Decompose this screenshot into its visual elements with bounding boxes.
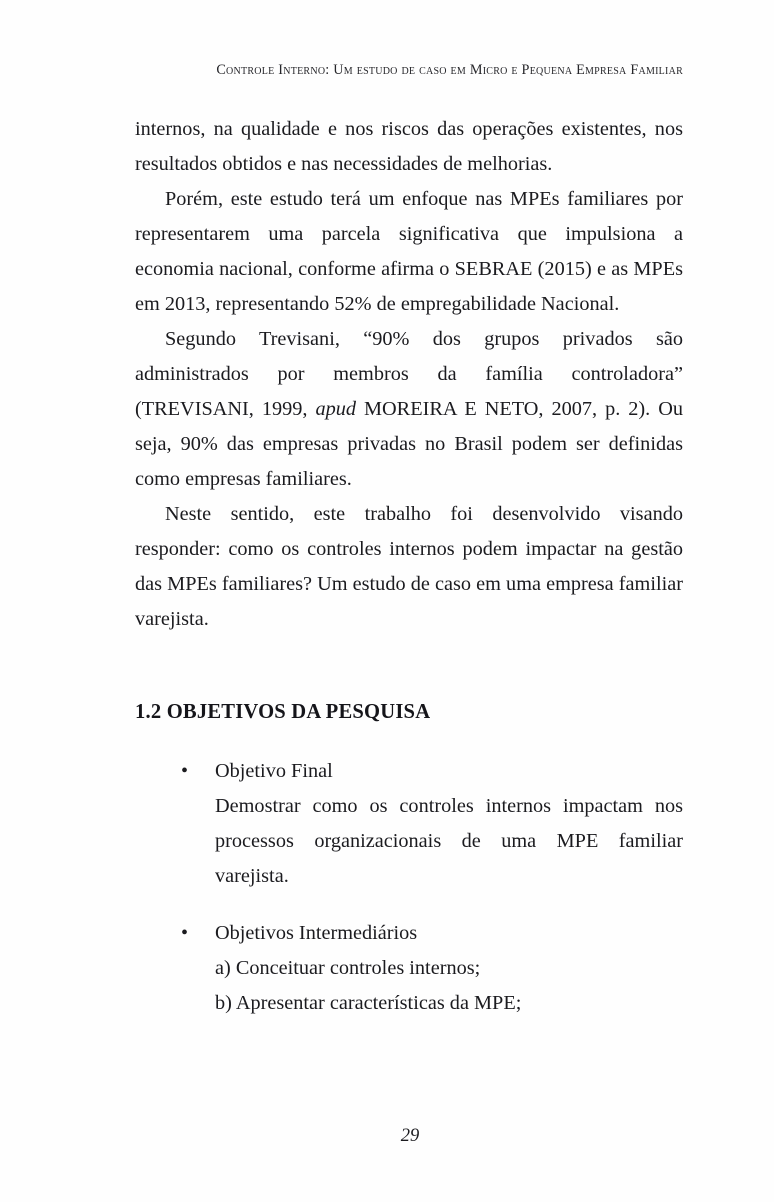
objective-body: Demostrar como os controles internos impactam nos processos organizacionais de uma MPE familiar varejista. xyxy=(215,795,683,887)
page-number xyxy=(0,1126,774,1147)
body-paragraph: Porém, este estudo terá um enfoque nas MPEs familiares por representarem uma parcela significativa que impulsiona a economia nacional, conforme afirma o SEBRAE (2015) e as MPEs em 2013, representando 52% de empregabilidade Nacional. xyxy=(135,188,683,315)
body-paragraph xyxy=(135,322,683,497)
bullet-icon: • xyxy=(181,922,189,944)
objectives-list xyxy=(135,730,683,1021)
list-item xyxy=(135,916,683,1021)
objective-sub-item: b) Apresentar características da MPE; xyxy=(215,992,522,1014)
quote-text-before: Segundo Trevisani, “90% dos grupos privados são administrados por membros da família controladora” (TREVISANI, 1999, xyxy=(135,328,683,420)
objective-sub-item: a) Conceituar controles internos; xyxy=(215,957,481,979)
quote-text-after: MOREIRA E NETO, 2007, p. 2). Ou seja, 90% das empresas privadas no Brasil podem ser definidas como empresas familiares. xyxy=(135,398,684,490)
section-heading: 1.2 OBJETIVOS DA PESQUISA xyxy=(135,701,431,723)
objective-title: Objetivo Final xyxy=(215,760,333,782)
bullet-icon: • xyxy=(181,760,189,782)
text-column xyxy=(135,112,683,1021)
body-paragraph: internos, na qualidade e nos riscos das operações existentes, nos resultados obtidos e nas necessidades de melhorias. xyxy=(135,118,683,175)
objective-title: Objetivos Intermediários xyxy=(215,922,418,944)
list-item xyxy=(135,754,683,894)
running-head: Controle Interno: Um estudo de caso em Micro e Pequena Empresa Familiar xyxy=(216,62,683,78)
apud-italic: apud xyxy=(315,398,357,420)
page-number-value: 29 xyxy=(400,1126,420,1146)
body-paragraph: Neste sentido, este trabalho foi desenvolvido visando responder: como os controles internos podem impactar na gestão das MPEs familiares? Um estudo de caso em uma empresa familiar varejista. xyxy=(135,503,683,630)
